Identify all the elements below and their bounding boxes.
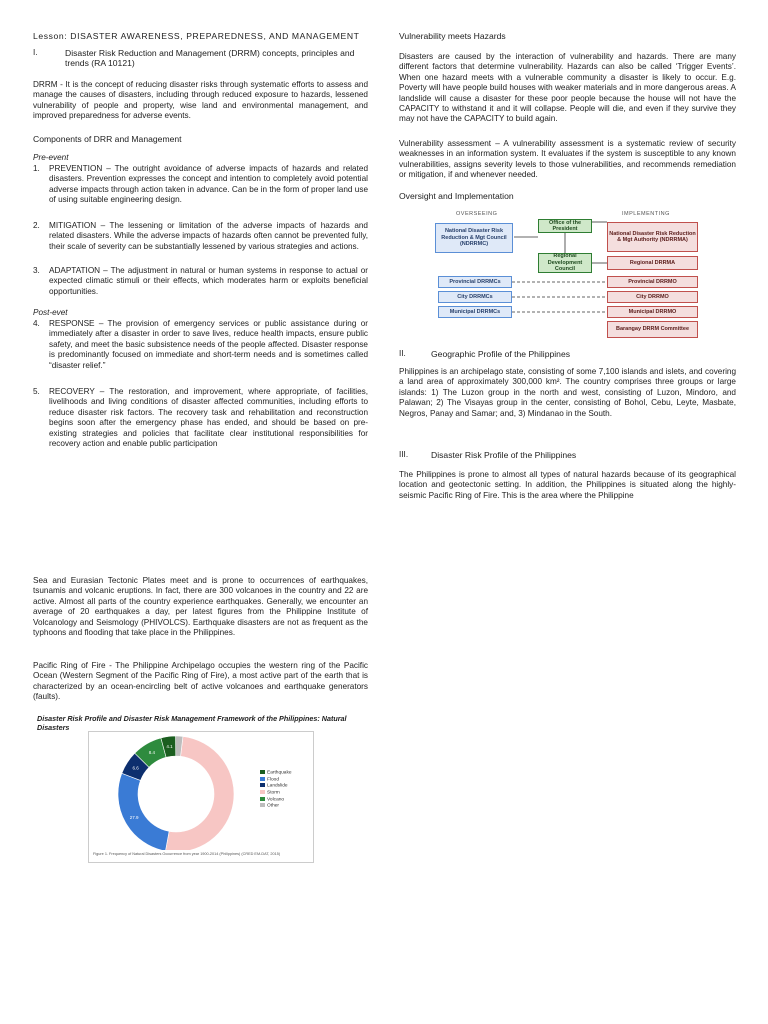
- oversight-title: Oversight and Implementation: [399, 191, 514, 201]
- implementing-header: IMPLEMENTING: [622, 211, 670, 217]
- section-1-title: Disaster Risk Reduction and Management (DRRM) concepts, principles and trends (RA 10121): [65, 48, 355, 69]
- legend-swatch: [260, 783, 265, 787]
- lesson-heading: Lesson: DISASTER AWARENESS, PREPAREDNESS, AND MANAGEMENT: [33, 31, 360, 41]
- list-item: [33, 387, 368, 449]
- donut-svg: [89, 732, 259, 850]
- list-item-text: RECOVERY – The restoration, and improvement, where appropriate, of facilities, livelihoods and living conditions of disaster affected communities, including efforts to reduce disaster risk factors. The recovery task and rehabilitation and reconstruction begins soon after the emergency phase has ended, and should be based on pre-existing strategies and policies that facilitate clear institutional responsibilities for recovery action and enable public participation: [49, 387, 368, 449]
- legend-swatch: [260, 797, 265, 801]
- legend-item: [260, 777, 292, 784]
- list-item-text: MITIGATION – The lessening or limitation of the adverse impacts of hazards and related disasters. While the adverse impacts of hazards often cannot be prevented fully, their scale of severity can be substantially lessened by various strategies and actions.: [49, 221, 368, 251]
- legend-swatch: [260, 803, 265, 807]
- risk-paragraph: The Philippines is prone to almost all types of natural hazards because of its geographical location and geotectonic setting. In addition, the Philippines is situated along the highly-seismic Pacific Ring of Fire. This is the area where the Philippine: [399, 470, 736, 500]
- regional-council-box: Regional Development Council: [538, 253, 592, 273]
- municipal-drrmcs-box: Municipal DRRMCs: [438, 306, 512, 318]
- provincial-drrmo-box: Provincial DRRMO: [607, 276, 698, 288]
- barangay-drrm-box: Barangay DRRM Committee: [607, 321, 698, 338]
- list-item: [33, 164, 368, 206]
- list-item-text: PREVENTION – The outright avoidance of adverse impacts of hazards and related disasters. Prevention expresses the concept and intention to completely avoid potential adverse impacts through action taken in advance. Can be in the form of proper land use of using suitable engineering design.: [49, 164, 368, 205]
- legend-item: [260, 770, 292, 777]
- list-item-number: 5.: [33, 387, 40, 396]
- geographic-paragraph: Philippines is an archipelago state, consisting of some 7,100 islands and islets, and covering a land area of approximately 300,000 km². The country comprises three groups or large islands: 1) The Luzon group in the north and west, consisting of Luzon, Mindoro, and Palawan; 2) The Visayas group in the center, consisting of Bohol, Cebu, Leyte, Masbate, Negros, Panay and Samar; and, 3) Mindanao in the South.: [399, 367, 736, 418]
- list-item: [33, 319, 368, 371]
- assessment-paragraph: Vulnerability assessment – A vulnerability assessment is a systematic review of security weaknesses in an information system. It evaluates if the system is susceptible to any known vulnerabilities, assigns severity levels to those vulnerabilities, and recommends remediation or mitigation, if and whenever needed.: [399, 139, 736, 180]
- legend-swatch: [260, 790, 265, 794]
- legend-item: [260, 790, 292, 797]
- oversight-org-chart: [432, 207, 704, 343]
- legend-label: Volcano: [267, 796, 285, 802]
- city-drrmo-box: City DRRMO: [607, 291, 698, 303]
- data-label: 4.1: [166, 743, 173, 749]
- legend-label: Flood: [267, 776, 279, 782]
- ring-of-fire-paragraph: Pacific Ring of Fire - The Philippine Archipelago occupies the western ring of the Pacific Ocean (Western Segment of the Pacific Ring of Fire), a most active part of the earth that is characterized by an ocean-encircling belt of active volcanoes and earthquake generators (faults).: [33, 661, 368, 702]
- ndrrma-box: National Disaster Risk Reduction & Mgt Authority (NDRRMA): [607, 222, 698, 252]
- legend-swatch: [260, 777, 265, 781]
- legend-label: Storm: [267, 790, 280, 796]
- list-item-number: 3.: [33, 266, 40, 275]
- data-label: 27.9: [129, 814, 139, 820]
- legend-item: [260, 803, 292, 810]
- post-event-label: Post-evet: [33, 308, 68, 317]
- pre-event-label: Pre-event: [33, 153, 69, 162]
- donut-slice-flood: [118, 773, 169, 850]
- section-3-title: Disaster Risk Profile of the Philippines: [431, 450, 577, 460]
- list-item-number: 4.: [33, 319, 40, 328]
- continuation-paragraph: Sea and Eurasian Tectonic Plates meet and is prone to occurrences of earthquakes, tsunamis and volcanic eruptions. In fact, there are 300 volcanoes in the country and 22 are active. Almost all parts of the country experience earthquakes. Generally, we encounter an average of 20 earthquakes a day, per latest figures from the Philippine Institute of Volcanology and Seismology (PHIVOLCS). Earthquake disasters are not as frequent as the typhoons and flooding that take place in the Philippines.: [33, 576, 368, 638]
- list-item: [33, 221, 368, 252]
- drrm-definition: DRRM - It is the concept of reducing disaster risks through systematic efforts to assess and manage the causes of disasters, including through reduced exposure to hazards, lessened vulnerability of people and property, wise land and environmental management, and improved preparedness for adverse events.: [33, 80, 368, 121]
- legend-label: Landslide: [267, 783, 288, 789]
- legend-item: [260, 783, 292, 790]
- section-2-title: Geographic Profile of the Philippines: [431, 349, 571, 359]
- legend-label: Other: [267, 803, 279, 809]
- chart-legend: [260, 770, 292, 810]
- section-2-number: II.: [399, 349, 406, 358]
- section-1-heading: [33, 48, 368, 69]
- legend-item: [260, 797, 292, 804]
- vulnerability-paragraph: Disasters are caused by the interaction of vulnerability and hazards. There are many different factors that determine vulnerability. Hazards can also be called ‘Trigger Events’. When one hazard meets with a vulnerable community a disaster is likely to occur. E.g. Poverty will have people build houses with weaker materials and in more dangerous areas. A landslide will cause a disaster for these poor people because the house will not have the CAPACITY to withstand it and it will collapse. People will die, and even if they survive they may not have the CAPACITY to build again.: [399, 52, 736, 124]
- section-1-number: I.: [33, 48, 38, 57]
- vulnerability-title: Vulnerability meets Hazards: [399, 31, 506, 41]
- office-president-box: Office of the President: [538, 219, 592, 233]
- list-item-number: 2.: [33, 221, 40, 230]
- overseeing-header: OVERSEEING: [456, 211, 498, 217]
- section-3-heading: [399, 450, 736, 460]
- legend-swatch: [260, 770, 265, 774]
- components-title: Components of DRR and Management: [33, 134, 182, 144]
- list-item-text: RESPONSE – The provision of emergency services or public assistance during or immediately after a disaster in order to save lives, reduce health impacts, ensure public safety, and meet the basic subsistence needs of the people affected. Disaster response is predominantly focused on immediate and short-term needs and is sometimes called “disaster relief.”: [49, 319, 368, 370]
- regional-drrma-box: Regional DRRMA: [607, 256, 698, 270]
- list-item-text: ADAPTATION – The adjustment in natural or human systems in response to actual or expected climatic stimuli or their effects, which moderates harm or exploits beneficial opportunities.: [49, 266, 368, 296]
- city-drrmcs-box: City DRRMCs: [438, 291, 512, 303]
- legend-label: Earthquake: [267, 770, 292, 776]
- section-2-heading: [399, 349, 736, 359]
- donut-chart: [88, 731, 314, 863]
- municipal-drrmo-box: Municipal DRRMO: [607, 306, 698, 318]
- section-3-number: III.: [399, 450, 409, 459]
- list-item: [33, 266, 368, 297]
- list-item-number: 1.: [33, 164, 40, 173]
- provincial-drrmcs-box: Provincial DRRMCs: [438, 276, 512, 288]
- lesson-title: [33, 31, 368, 41]
- data-label: 8.4: [148, 750, 155, 756]
- data-label: 6.6: [132, 765, 139, 771]
- figure-title: Disaster Risk Profile and Disaster Risk Management Framework of the Philippines: Natural Disasters: [37, 714, 347, 732]
- figure-caption: Figure 1. Frequency of Natural Disasters Occurrence from year 1900-2014 (Philippines) (CRED EM-DAT, 2015): [93, 852, 281, 856]
- ndrrmc-box: National Disaster Risk Reduction & Mgt Council (NDRRMC): [435, 223, 513, 253]
